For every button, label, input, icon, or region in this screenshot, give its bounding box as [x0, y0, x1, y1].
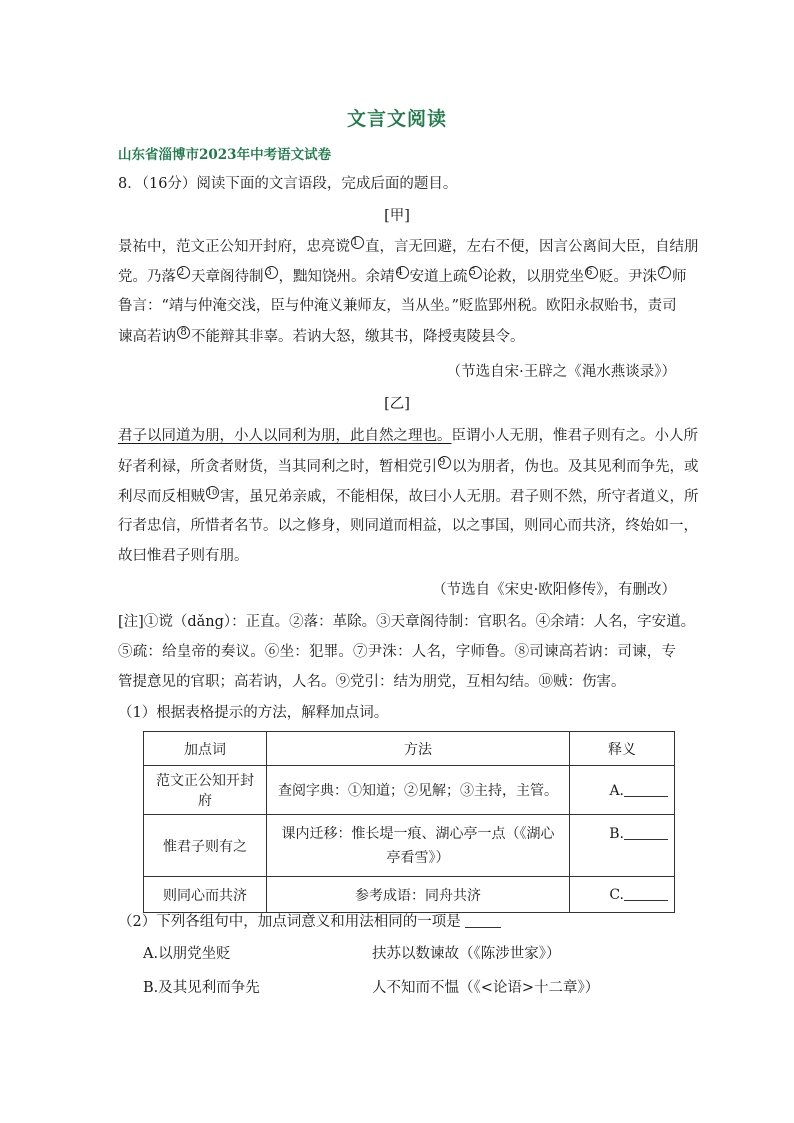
answer-blank [624, 886, 668, 901]
answer-cell[interactable]: A. [570, 766, 675, 815]
note-marker: 10 [207, 488, 218, 497]
q2-prompt: （2）下列各组句中，加点词意义和用法相同的一项是 [118, 912, 676, 932]
yi-line-2: 好者利禄，所贪者财货，当其同利之时，暂相党引 $^9$ 以为朋者，伪也。及其见利而争先，或 [118, 457, 699, 475]
exam-source: 山东省淄博市2023年中考语文试卷 [118, 147, 332, 163]
header-method: 方法 [267, 732, 570, 766]
row-method: 查阅字典：①知道；②见解；③主持，主管。 [267, 766, 570, 815]
jia-line-2: 党。乃落 $^2$ 天章阁待制 $^3$ ，黜知饶州。余靖 $^4$ 安道上疏 $^5$ 论救，以朋党坐 $^6$ 贬。尹洙 $^7$ 师 [118, 267, 687, 285]
table-row [144, 815, 675, 877]
q1-prompt: （1）根据表格提示的方法，解释加点词。 [118, 705, 389, 721]
q2-option-a-left: A.以朋党坐贬 [143, 946, 231, 962]
section-yi-heading: [乙] [384, 396, 410, 412]
answer-cell[interactable]: B. [570, 815, 675, 877]
table-row [144, 877, 675, 913]
row-word: 范文正公知开封府 [144, 766, 267, 815]
q2-option-a-right: 扶苏以数谏故（《陈涉世家》） [372, 946, 561, 962]
note-marker: 9 [438, 456, 451, 469]
row-word: 惟君子则有之 [144, 815, 267, 877]
jia-line-4: 谏高若讷 $^8$ 不能辩其非辜。若讷大怒，缴其书，降授夷陵县令。 [118, 327, 525, 345]
answer-blank [624, 825, 668, 840]
q1-table [143, 731, 675, 913]
jia-citation: （节选自宋·王辟之《渑水燕谈录》） [446, 364, 676, 380]
note-marker: 8 [177, 326, 190, 339]
note-marker: 5 [469, 266, 482, 279]
yi-line-4: 行者忠信，所惜者名节。以之修身，则同道而相益，以之事国，则同心而共济，终始如一， [118, 518, 698, 534]
notes-line-2: ⑤疏：给皇帝的奏议。⑥坐：犯罪。⑦尹洙：人名，字师鲁。⑧司谏高若讷：司谏，专 [118, 644, 676, 660]
row-method: 参考成语：同舟共济 [267, 877, 570, 913]
note-marker: 4 [396, 266, 409, 279]
header-word: 加点词 [144, 732, 267, 766]
yi-citation: （节选自《宋史·欧阳修传》，有删改） [432, 582, 676, 598]
note-marker: 6 [585, 266, 598, 279]
yi-line-1: 君子以同道为朋，小人以同利为朋，此自然之理也。臣谓小人无朋，惟君子则有之。小人所 [118, 428, 698, 444]
table-row [144, 766, 675, 815]
q2-option-b-left: B.及其见利而争先 [143, 980, 260, 996]
row-method: 课内迁移：惟长堤一痕、湖心亭一点（《湖心亭看雪》） [267, 815, 570, 877]
note-marker: 7 [658, 266, 671, 279]
yi-line-3: 利尽而反相贼 $^{10}$ 害，虽兄弟亲戚，不能相保，故曰小人无朋。君子则不然，所守者道义，所 [118, 488, 699, 505]
q2-answer-blank[interactable] [465, 913, 501, 928]
question-intro: 8．（16分）阅读下面的文言语段，完成后面的题目。 [118, 176, 458, 192]
note-marker: 1 [351, 236, 364, 249]
jia-line-3: 鲁言：“靖与仲淹交浅，臣与仲淹义兼师友，当从坐。”贬监郢州税。欧阳永叔贻书，责司 [118, 298, 677, 314]
answer-cell[interactable]: C. [570, 877, 675, 913]
q2-option-b-right: 人不知而不愠（《<论语>十二章》） [372, 980, 600, 996]
row-word: 则同心而共济 [144, 877, 267, 913]
jia-line-1: 景祐中，范文正公知开封府，忠亮谠 $^1$ 直，言无回避，左右不便，因言公离间大臣，自结朋 [118, 237, 699, 255]
underlined-sentence: 君子以同道为朋，小人以同利为朋，此自然之理也。 [118, 428, 452, 444]
page-title: 文言文阅读 [346, 108, 447, 130]
notes-line-3: 管提意见的官职；高若讷，人名。⑨党引：结为朋党，互相勾结。⑩贼：伤害。 [118, 674, 626, 690]
notes-line-1: [注]①谠（dǎng）：正直。②落：革除。③天章阁待制：官职名。④余靖：人名，字安道。 [118, 614, 696, 630]
answer-blank [624, 782, 668, 797]
header-meaning: 释义 [570, 732, 675, 766]
table-header-row [144, 732, 675, 766]
section-jia-heading: [甲] [384, 208, 410, 224]
yi-line-5: 故曰惟君子则有朋。 [118, 548, 249, 564]
note-marker: 3 [265, 266, 278, 279]
note-marker: 2 [177, 266, 190, 279]
